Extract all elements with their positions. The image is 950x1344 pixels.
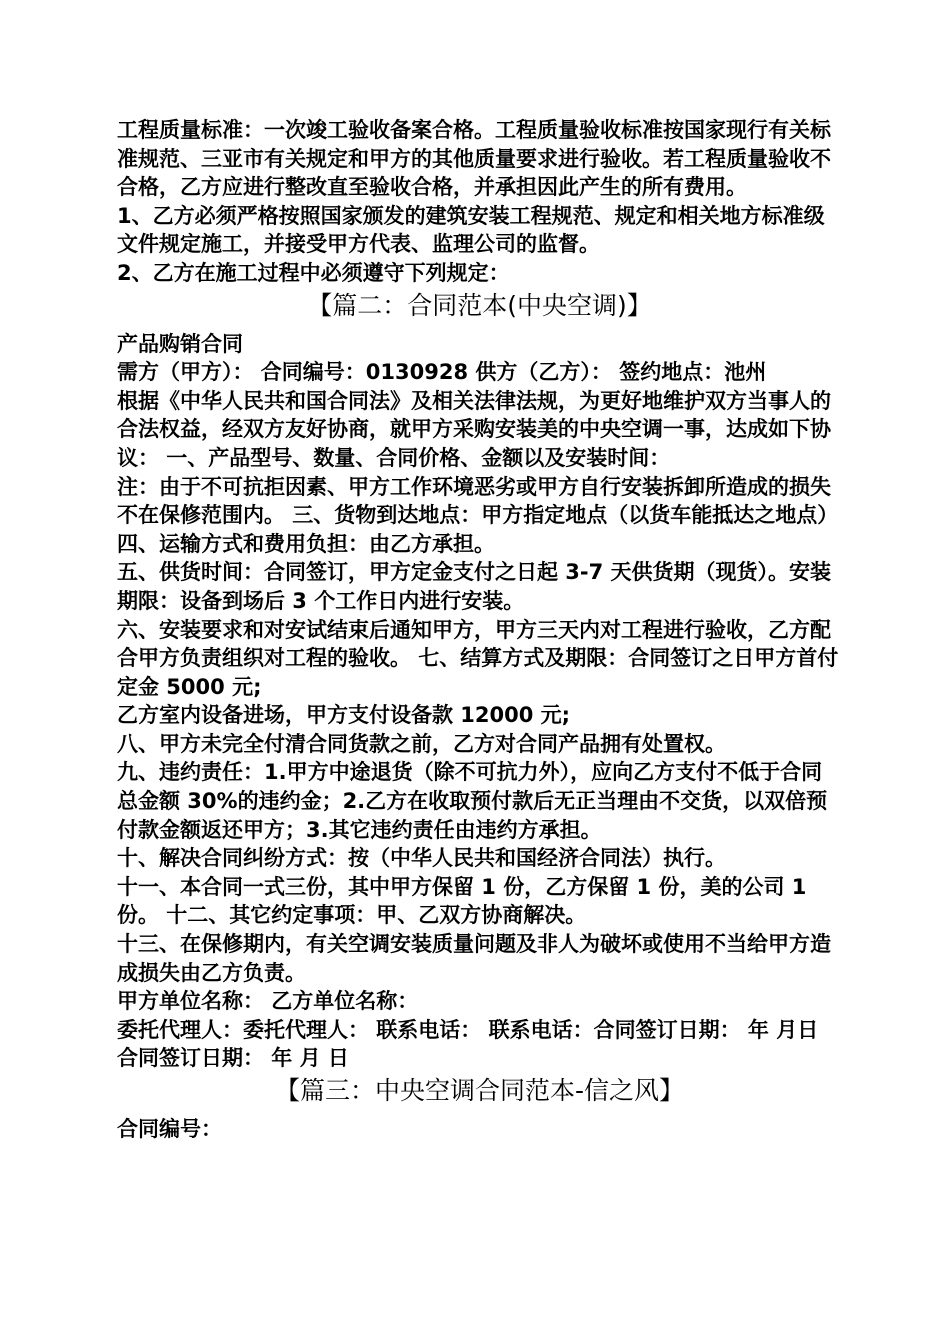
paragraph-liability: 九、违约责任：1.甲方中途退货（除不可抗力外），应向乙方支付不低于合同总金额 30%的违约金；2.乙方在收取预付款后无正当理由不交货，以双倍预付款金额返还甲方；3.其它违约责任由违约方承担。 xyxy=(117,760,828,842)
section-heading-3: 【篇三：中央空调合同范本-信之风】 xyxy=(274,1076,685,1105)
paragraph-copies: 十一、本合同一式三份，其中甲方保留 1 份，乙方保留 1 份，美的公司 1 份。 十二、其它约定事项：甲、乙双方协商解决。 xyxy=(117,874,807,928)
paragraph-note: 注：由于不可抗拒因素、甲方工作环境恶劣或甲方自行安装拆卸所造成的损失不在保修范围内。 三、货物到达地点：甲方指定地点（以货车能抵达之地点） 四、运输方式和费用负担：由乙方承担。 xyxy=(117,474,839,556)
paragraph-warranty: 十三、在保修期内，有关空调安装质量问题及非人为破坏或使用不当给甲方造成损失由乙方负责。 xyxy=(117,932,831,985)
paragraph-clause-2: 2、乙方在施工过程中必须遵守下列规定： xyxy=(117,260,510,285)
paragraph-contract-title: 产品购销合同 xyxy=(117,331,243,356)
paragraph-signatures: 委托代理人：委托代理人： 联系电话： 联系电话：合同签订日期： 年 月日 合同签订日期： 年 月 日 xyxy=(117,1017,819,1071)
paragraph-clause-1: 1、乙方必须严格按照国家颁发的建筑安装工程规范、规定和相关地方标准级文件规定施工，并接受甲方代表、监理公司的监督。 xyxy=(117,203,825,257)
paragraph-supply-time: 五、供货时间：合同签订，甲方定金支付之日起 3-7 天供货期（现货）。安装期限：设备到场后 3 个工作日内进行安装。 xyxy=(117,560,832,613)
paragraph-preamble: 根据《中华人民共和国合同法》及相关法律法规，为更好地维护双方当事人的合法权益，经双方友好协商，就甲方采购安装美的中央空调一事，达成如下协议： 一、产品型号、数量、合同价格、金额以及安装时间： xyxy=(117,388,831,470)
paragraph-dispute: 十、解决合同纠纷方式：按（中华人民共和国经济合同法）执行。 xyxy=(117,846,726,871)
section-heading-2: 【篇二：合同范本(中央空调)】 xyxy=(307,290,652,320)
document-body xyxy=(117,116,842,1144)
paragraph-disposal-right: 八、甲方未完全付清合同货款之前，乙方对合同产品拥有处置权。 xyxy=(117,731,726,756)
paragraph-contract-number: 合同编号： xyxy=(117,1117,222,1141)
paragraph-parties: 需方（甲方）： 合同编号：0130928 供方（乙方）： 签约地点：池州 xyxy=(117,360,767,385)
paragraph-unit-names: 甲方单位名称： 乙方单位名称： xyxy=(117,989,419,1014)
paragraph-installation: 六、安装要求和对安试结束后通知甲方，甲方三天内对工程进行验收，乙方配合甲方负责组织对工程的验收。 七、结算方式及期限：合同签订之日甲方首付定金 5000 元; xyxy=(117,617,839,699)
paragraph-equipment-payment: 乙方室内设备进场，甲方支付设备款 12000 元; xyxy=(117,703,571,728)
paragraph-quality-standard: 工程质量标准：一次竣工验收备案合格。工程质量验收标准按国家现行有关标准规范、三亚市有关规定和甲方的其他质量要求进行验收。若工程质量验收不合格，乙方应进行整改直至验收合格，并承担因此产生的所有费用。 xyxy=(117,118,831,200)
